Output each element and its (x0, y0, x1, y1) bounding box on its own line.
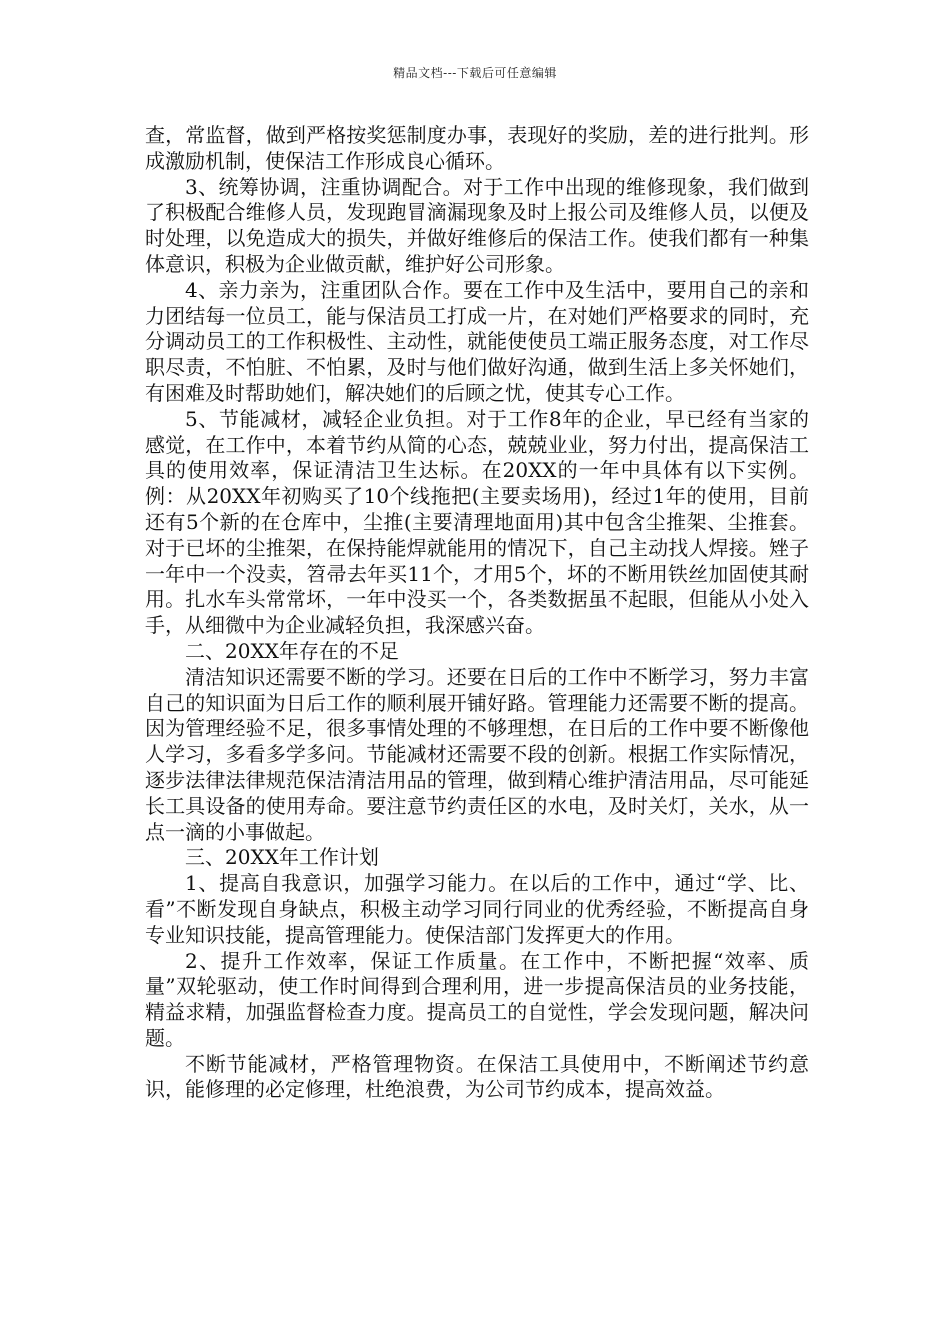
paragraph-continuation: 查，常监督，做到严格按奖惩制度办事，表现好的奖励，差的进行批判。形成激励机制，使保洁工作形成良心循环。 (145, 123, 809, 173)
paragraph-item-5: 5、节能减材，减轻企业负担。对于工作8年的企业，早已经有当家的感觉，在工作中，本着节约从简的心态，兢兢业业，努力付出，提高保洁工具的使用效率，保证清洁卫生达标。在20XX的一年中具体有以下实例。例：从20XX年初购买了10个线拖把(主要卖场用)，经过1年的使用，目前还有5个新的在仓库中，尘推(主要清理地面用)其中包含尘推架、尘推套。对于已坏的尘推架，在保持能焊就能用的情况下，自己主动找人焊接。矬子一年中一个没卖，笤帚去年买11个，才用5个，坏的不断用铁丝加固使其耐用。扎水车头常常坏，一年中没买一个，各类数据虽不起眼，但能从小处入手，从细微中为企业减轻负担，我深感兴奋。 (145, 406, 809, 638)
paragraph-item-3: 3、统筹协调，注重协调配合。对于工作中出现的维修现象，我们做到了积极配合维修人员，发现跑冒滴漏现象及时上报公司及维修人员，以便及时处理，以免造成大的损失，并做好维修后的保洁工作。使我们都有一种集体意识，积极为企业做贡献，维护好公司形象。 (145, 174, 809, 276)
paragraph-shortcomings: 清洁知识还需要不断的学习。还要在日后的工作中不断学习，努力丰富自己的知识面为日后工作的顺利展开铺好路。管理能力还需要不断的提高。因为管理经验不足，很多事情处理的不够理想，在日后的工作中要不断像他人学习，多看多学多问。节能减材还需要不段的创新。根据工作实际情况，逐步法律法律规范保洁清洁用品的管理，做到精心维护清洁用品，尽可能延长工具设备的使用寿命。要注意节约责任区的水电，及时关灯，关水，从一点一滴的小事做起。 (145, 664, 809, 844)
paragraph-plan-3: 不断节能减材，严格管理物资。在保洁工具使用中，不断阐述节约意识，能修理的必定修理，杜绝浪费，为公司节约成本，提高效益。 (145, 1051, 809, 1102)
paragraph-item-4: 4、亲力亲为，注重团队合作。要在工作中及生活中，要用自己的亲和力团结每一位员工，能与保洁员工打成一片，在对她们严格要求的同时，充分调动员工的工作积极性、主动性，就能使使员工端正服务态度，对工作尽职尽责，不怕脏、不怕累，及时与他们做好沟通，做到生活上多关怀她们，有困难及时帮助她们，解决她们的后顾之忧，使其专心工作。 (145, 277, 809, 405)
document-body (145, 123, 809, 1103)
section-heading-2: 二、20XX年存在的不足 (185, 638, 399, 663)
paragraph-plan-2: 2、提升工作效率，保证工作质量。在工作中，不断把握“效率、质量”双轮驱动，使工作时间得到合理利用，进一步提高保洁员的业务技能，精益求精，加强监督检查力度。提高员工的自觉性，学会发现问题，解决问题。 (145, 948, 809, 1050)
page-header: 精品文档---下载后可任意编辑 (393, 66, 557, 80)
paragraph-plan-1: 1、提高自我意识，加强学习能力。在以后的工作中，通过“学、比、看”不断发现自身缺点，积极主动学习同行同业的优秀经验，不断提高自身专业知识技能，提高管理能力。使保洁部门发挥更大的作用。 (145, 871, 809, 947)
section-heading-3: 三、20XX年工作计划 (185, 845, 379, 870)
